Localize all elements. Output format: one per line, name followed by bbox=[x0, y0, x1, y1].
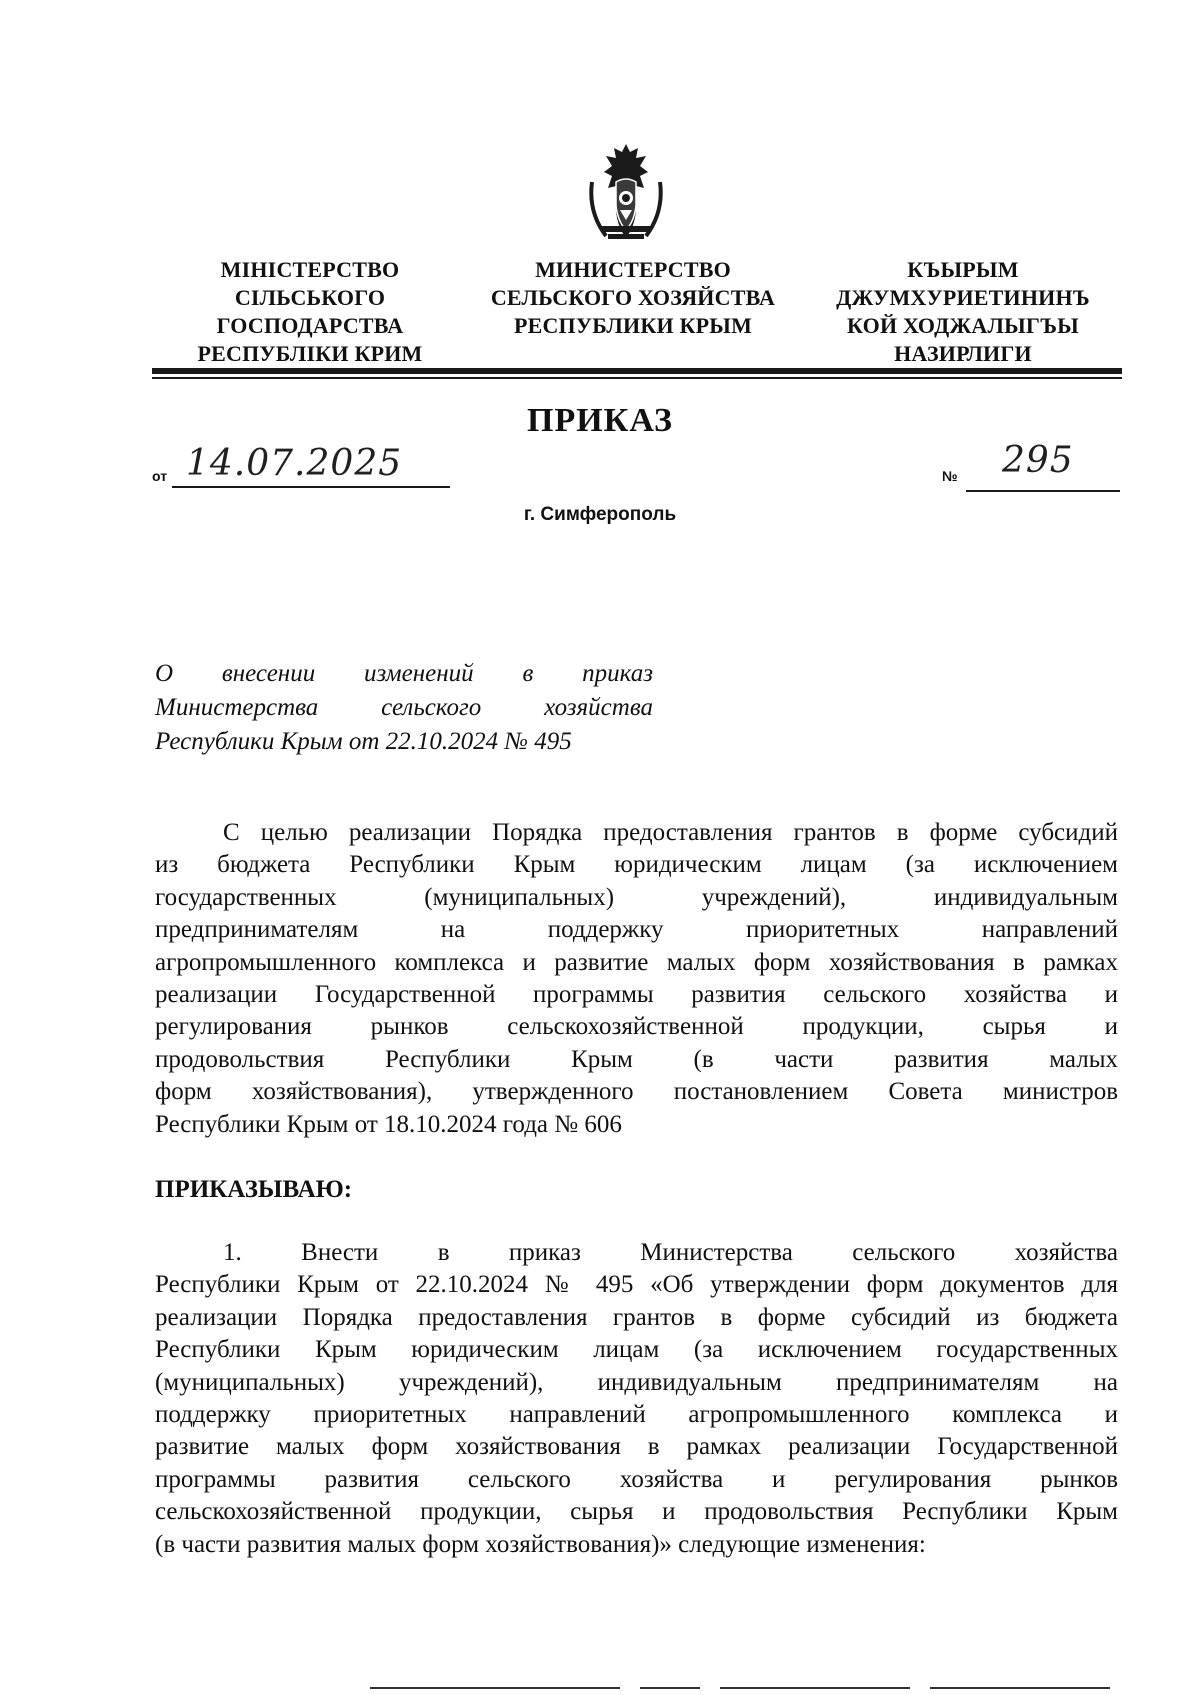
order-keyword: ПРИКАЗЫВАЮ: bbox=[155, 1176, 353, 1203]
text-line: регулирования рынков сельскохозяйственной продукции, сырья и bbox=[155, 1013, 1118, 1041]
text-line: агропромышленного комплекса и развитие малых форм хозяйствования в рамках bbox=[155, 948, 1118, 976]
city-line: г. Симферополь bbox=[523, 504, 677, 525]
date-label: от bbox=[152, 468, 168, 484]
number-value-handwritten: 295 bbox=[1002, 440, 1074, 481]
subject-line: Республики Крым от 22.10.2024 № 495 bbox=[155, 728, 572, 755]
text-line: поддержку приоритетных направлений агропромышленного комплекса и bbox=[155, 1401, 1118, 1429]
header-divider bbox=[152, 368, 1122, 374]
subject-line: О внесении изменений в приказ bbox=[155, 660, 653, 687]
text-line: продовольствия Республики Крым (в части развития малых bbox=[155, 1045, 1118, 1073]
footer-rule bbox=[370, 1687, 620, 1689]
ministry-name-russian: МИНИСТЕРСТВО СЕЛЬСКОГО ХОЗЯЙСТВА РЕСПУБЛИКИ КРЫМ bbox=[490, 257, 776, 338]
ministry-name-ukrainian: МІНІСТЕРСТВО СІЛЬСЬКОГО ГОСПОДАРСТВА РЕСПУБЛІКИ КРИМ bbox=[197, 257, 423, 366]
header-divider-thin bbox=[152, 377, 1122, 379]
text-line: сельскохозяйственной продукции, сырья и продовольствия Республики Крым bbox=[155, 1498, 1118, 1526]
ministry-name-crimean-tatar: КЪЫРЫМ ДЖУМХУРИЕТИНИНЪ КОЙ ХОДЖАЛЫГЪЫ НАЗИРЛИГИ bbox=[836, 257, 1090, 366]
date-value-handwritten: 14.07.2025 bbox=[186, 443, 403, 484]
footer-rule bbox=[930, 1687, 1110, 1689]
item-1-paragraph bbox=[155, 1237, 1118, 1561]
preamble-paragraph bbox=[155, 817, 1118, 1141]
number-underline bbox=[966, 490, 1120, 492]
footer-rule bbox=[720, 1687, 910, 1689]
text-line: Республики Крым от 22.10.2024 № 495 «Об утверждении форм документов для bbox=[155, 1271, 1118, 1299]
text-line: Республики Крым юридическим лицам (за исключением государственных bbox=[155, 1336, 1118, 1364]
text-line: (в части развития малых форм хозяйствования)» следующие изменения: bbox=[155, 1530, 926, 1558]
subject-block bbox=[155, 657, 653, 759]
text-line: программы развития сельского хозяйства и регулирования рынков bbox=[155, 1465, 1118, 1493]
number-label: № bbox=[942, 468, 958, 484]
text-line: Республики Крым от 18.10.2024 года № 606 bbox=[155, 1110, 622, 1138]
text-line: из бюджета Республики Крым юридическим лицам (за исключением bbox=[155, 851, 1118, 879]
text-line: С целью реализации Порядка предоставления грантов в форме субсидий bbox=[223, 819, 1118, 846]
text-line: форм хозяйствования), утвержденного постановлением Совета министров bbox=[155, 1078, 1118, 1106]
text-line: реализации Государственной программы развития сельского хозяйства и bbox=[155, 981, 1118, 1009]
text-line: развитие малых форм хозяйствования в рамках реализации Государственной bbox=[155, 1433, 1118, 1461]
text-line: (муниципальных) учреждений), индивидуальным предпринимателям на bbox=[155, 1368, 1118, 1396]
text-line: реализации Порядка предоставления грантов в форме субсидий из бюджета bbox=[155, 1303, 1118, 1331]
text-line: предпринимателям на поддержку приоритетных направлений bbox=[155, 916, 1118, 944]
footer-rule bbox=[640, 1687, 700, 1689]
document-type-title: ПРИКАЗ bbox=[527, 402, 673, 439]
text-line: 1. Внести в приказ Министерства сельского хозяйства bbox=[223, 1239, 1118, 1266]
text-line: государственных (муниципальных) учреждений), индивидуальным bbox=[155, 883, 1118, 911]
crimea-coat-of-arms-icon bbox=[586, 142, 666, 246]
date-underline bbox=[172, 486, 450, 488]
subject-line: Министерства сельского хозяйства bbox=[155, 694, 653, 721]
